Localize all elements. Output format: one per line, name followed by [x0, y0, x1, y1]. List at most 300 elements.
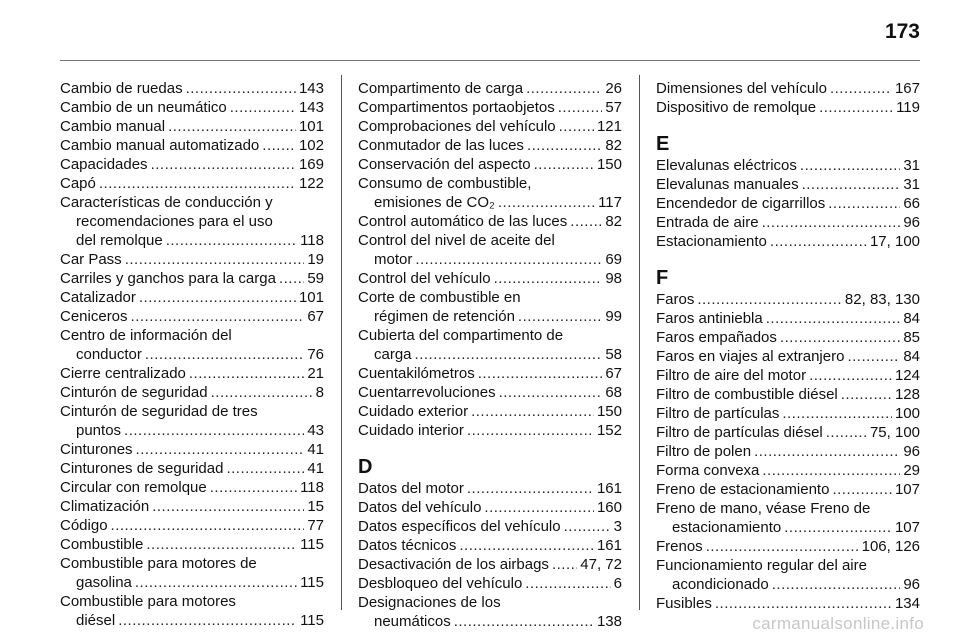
index-entry-line — [656, 290, 920, 309]
dot-leader — [189, 364, 304, 383]
dot-leader — [784, 518, 892, 537]
dot-leader — [830, 79, 892, 98]
dot-leader — [136, 440, 305, 459]
dot-leader — [526, 79, 602, 98]
index-page-ref: 82 — [605, 137, 622, 154]
index-page-ref: 29 — [903, 462, 920, 479]
index-term: Comprobaciones del vehículo — [358, 118, 556, 135]
index-entry — [358, 79, 622, 98]
dot-leader — [809, 366, 892, 385]
index-entry-line — [60, 174, 324, 193]
dot-leader — [527, 136, 602, 155]
index-term: Elevalunas eléctricos — [656, 157, 797, 174]
index-entry — [656, 290, 920, 309]
index-term: Datos del vehículo — [358, 499, 482, 516]
dot-leader — [766, 309, 901, 328]
dot-leader — [152, 497, 304, 516]
index-entry — [656, 309, 920, 328]
index-term: Faros empañados — [656, 329, 777, 346]
index-entry — [60, 136, 324, 155]
index-entry — [60, 516, 324, 535]
index-letter-heading: E — [656, 133, 670, 155]
index-letter-heading: F — [656, 267, 669, 289]
index-entry — [60, 554, 324, 592]
index-entry — [358, 536, 622, 555]
index-page-ref: 68 — [605, 384, 622, 401]
index-entry-line — [60, 193, 324, 212]
dot-leader — [826, 423, 867, 442]
dot-leader — [168, 117, 296, 136]
index-entry — [358, 555, 622, 574]
index-term: Dispositivo de remolque — [656, 99, 817, 116]
index-entry-line — [656, 499, 920, 518]
index-term: motor — [374, 251, 413, 268]
dot-leader — [210, 478, 297, 497]
column-separator — [639, 75, 640, 610]
dot-leader — [559, 117, 594, 136]
dot-leader — [478, 364, 603, 383]
index-term: Elevalunas manuales — [656, 176, 799, 193]
index-entry-line — [358, 593, 622, 612]
index-term: Combustible para motores de — [60, 555, 257, 572]
index-page-ref: 26 — [605, 80, 622, 97]
index-term: acondicionado — [672, 576, 769, 593]
dot-leader — [471, 402, 594, 421]
index-page-ref: 57 — [605, 99, 622, 116]
index-term: Frenos — [656, 538, 703, 555]
index-entry — [656, 442, 920, 461]
index-entry — [60, 117, 324, 136]
index-entry-line — [60, 288, 324, 307]
index-column-2 — [358, 79, 622, 631]
dot-leader — [467, 479, 594, 498]
index-entry — [60, 98, 324, 117]
index-term: Control automático de las luces — [358, 213, 568, 230]
index-term: Cuentakilómetros — [358, 365, 475, 382]
index-entry-line — [358, 364, 622, 383]
index-entry — [656, 537, 920, 556]
index-entry — [358, 383, 622, 402]
index-entry — [358, 402, 622, 421]
index-entry-line — [656, 232, 920, 251]
index-entry — [656, 328, 920, 347]
index-page-ref: 47, 72 — [580, 556, 622, 573]
dot-leader — [135, 573, 297, 592]
index-entry — [60, 155, 324, 174]
index-page-ref: 119 — [896, 99, 920, 116]
dot-leader — [780, 328, 900, 347]
index-page-ref: 69 — [605, 251, 622, 268]
dot-leader — [802, 175, 901, 194]
index-page-ref: 77 — [307, 517, 324, 534]
index-entry — [656, 232, 920, 251]
index-entry-line — [60, 516, 324, 535]
index-entry-line — [358, 421, 622, 440]
dot-leader — [131, 307, 305, 326]
index-page-ref: 100 — [894, 405, 920, 422]
index-entry — [656, 98, 920, 117]
index-entry-line — [60, 554, 324, 573]
index-entry — [358, 174, 622, 212]
index-entry-line — [656, 423, 920, 442]
index-term: Cambio manual — [60, 118, 166, 135]
index-entry — [358, 98, 622, 117]
index-term: Centro de información del — [60, 327, 232, 344]
dot-leader — [415, 345, 603, 364]
dot-leader — [262, 136, 296, 155]
dot-leader — [762, 461, 900, 480]
index-entry-line — [60, 345, 324, 364]
dot-leader — [832, 480, 892, 499]
index-entry-line — [656, 309, 920, 328]
index-page-ref: 85 — [903, 329, 920, 346]
index-page-ref: 118 — [300, 479, 324, 496]
index-page-ref: 96 — [903, 443, 920, 460]
index-term: Combustible — [60, 536, 144, 553]
index-term: carga — [374, 346, 412, 363]
header-rule — [60, 60, 920, 61]
index-page-ref: 67 — [307, 308, 324, 325]
index-entry-line — [656, 385, 920, 404]
index-page-ref: 124 — [894, 367, 920, 384]
index-page-ref: 128 — [894, 386, 920, 403]
index-entry-line — [656, 328, 920, 347]
index-entry-line — [656, 518, 920, 537]
index-term: Cuidado interior — [358, 422, 464, 439]
index-page-ref: 41 — [307, 441, 324, 458]
index-page-ref: 161 — [596, 537, 622, 554]
index-term: Dimensiones del vehículo — [656, 80, 827, 97]
index-page-ref: 115 — [300, 574, 324, 591]
index-entry — [656, 79, 920, 98]
index-entry-line — [656, 213, 920, 232]
dot-leader — [211, 383, 313, 402]
index-entry — [656, 213, 920, 232]
dot-leader — [146, 535, 297, 554]
index-entry — [358, 288, 622, 326]
index-entry-line — [358, 174, 622, 193]
watermark: carmanualsonline.info — [752, 614, 924, 633]
index-page-ref: 118 — [300, 232, 324, 249]
index-page-ref: 58 — [605, 346, 622, 363]
dot-leader — [166, 231, 297, 250]
index-entry-line — [60, 364, 324, 383]
index-page-ref: 150 — [596, 403, 622, 420]
dot-leader — [467, 421, 594, 440]
index-entry — [358, 155, 622, 174]
index-term: Combustible para motores — [60, 593, 236, 610]
index-entry-line — [60, 535, 324, 554]
index-page-ref: 84 — [903, 310, 920, 327]
index-term: Ceniceros — [60, 308, 128, 325]
index-entry-line — [358, 117, 622, 136]
index-term: Capacidades — [60, 156, 148, 173]
index-term: Compartimentos portaobjetos — [358, 99, 555, 116]
dot-leader — [415, 250, 602, 269]
dot-leader — [125, 250, 305, 269]
index-entry-line — [60, 269, 324, 288]
index-entry-line — [656, 79, 920, 98]
index-page-ref: 82 — [605, 213, 622, 230]
index-term: Datos técnicos — [358, 537, 457, 554]
index-term: Desbloqueo del vehículo — [358, 575, 523, 592]
index-term: Corte de combustible en — [358, 289, 521, 306]
index-entry-line — [656, 575, 920, 594]
index-page-ref: 138 — [596, 613, 622, 630]
index-entry-line — [60, 136, 324, 155]
index-entry-line — [60, 79, 324, 98]
dot-leader — [819, 98, 893, 117]
index-page-ref: 167 — [894, 80, 920, 97]
index-entry — [656, 461, 920, 480]
index-term: Car Pass — [60, 251, 122, 268]
index-term: Catalizador — [60, 289, 136, 306]
index-entry — [656, 347, 920, 366]
index-term: Datos específicos del vehículo — [358, 518, 561, 535]
dot-leader — [518, 307, 602, 326]
index-page-ref: 3 — [613, 518, 622, 535]
index-entry — [656, 385, 920, 404]
index-page-ref: 75, 100 — [869, 424, 920, 441]
index-term: Cuentarrevoluciones — [358, 384, 496, 401]
dot-leader — [570, 212, 602, 231]
index-entry — [358, 231, 622, 269]
index-column-1 — [60, 79, 324, 630]
index-entry — [656, 175, 920, 194]
index-term: emisiones de CO₂ — [374, 194, 495, 211]
index-term: Filtro de combustible diésel — [656, 386, 838, 403]
dot-leader — [279, 269, 304, 288]
index-term: Filtro de partículas — [656, 405, 780, 422]
index-entry-line — [60, 98, 324, 117]
index-entry — [60, 535, 324, 554]
index-term: Encendedor de cigarrillos — [656, 195, 826, 212]
index-entry-line — [656, 537, 920, 556]
index-entry-line — [60, 307, 324, 326]
index-entry — [60, 269, 324, 288]
index-entry-line — [656, 461, 920, 480]
index-term: Carriles y ganchos para la carga — [60, 270, 276, 287]
index-page-ref: 150 — [596, 156, 622, 173]
index-entry-line — [358, 269, 622, 288]
index-entry-line — [656, 366, 920, 385]
dot-leader — [118, 611, 297, 630]
index-entry-line — [656, 347, 920, 366]
index-term: Capó — [60, 175, 96, 192]
index-entry-line — [60, 459, 324, 478]
index-page-ref: 8 — [315, 384, 324, 401]
index-entry — [358, 364, 622, 383]
index-page-ref: 6 — [613, 575, 622, 592]
dot-leader — [772, 575, 901, 594]
index-page-ref: 115 — [300, 612, 324, 629]
index-page-ref: 41 — [307, 460, 324, 477]
index-entry — [358, 479, 622, 498]
index-page-ref: 96 — [903, 576, 920, 593]
index-page-ref: 96 — [903, 214, 920, 231]
dot-leader — [847, 347, 900, 366]
index-entry-line — [60, 383, 324, 402]
index-term: Conservación del aspecto — [358, 156, 531, 173]
dot-leader — [99, 174, 296, 193]
index-page-ref: 107 — [894, 519, 920, 536]
index-page-ref: 122 — [298, 175, 324, 192]
index-entry-line — [656, 442, 920, 461]
index-entry-line — [60, 212, 324, 231]
dot-leader — [454, 612, 594, 631]
index-entry-line — [358, 536, 622, 555]
index-entry — [60, 364, 324, 383]
index-term: régimen de retención — [374, 308, 515, 325]
index-page-ref: 43 — [307, 422, 324, 439]
dot-leader — [494, 269, 603, 288]
index-entry-line — [358, 612, 622, 631]
dot-leader — [552, 555, 577, 574]
index-page-ref: 121 — [596, 118, 622, 135]
index-page-ref: 84 — [903, 348, 920, 365]
index-entry — [60, 383, 324, 402]
index-entry — [60, 592, 324, 630]
dot-leader — [828, 194, 900, 213]
index-term: estacionamiento — [672, 519, 782, 536]
index-entry — [60, 288, 324, 307]
index-term: Freno de mano, véase Freno de — [656, 500, 871, 517]
index-term: Climatización — [60, 498, 150, 515]
dot-leader — [111, 516, 305, 535]
index-entry-line — [60, 117, 324, 136]
index-entry-line — [358, 498, 622, 517]
dot-leader — [459, 536, 594, 555]
index-page-ref: 106, 126 — [861, 538, 920, 555]
index-entry — [358, 593, 622, 631]
index-entry — [656, 404, 920, 423]
dot-leader — [186, 79, 296, 98]
index-entry-line — [60, 326, 324, 345]
index-term: Cambio manual automatizado — [60, 137, 260, 154]
index-entry — [358, 136, 622, 155]
index-entry-line — [60, 592, 324, 611]
dot-leader — [782, 404, 892, 423]
index-page-ref: 17, 100 — [869, 233, 920, 250]
dot-leader — [706, 537, 859, 556]
index-term: Cinturones de seguridad — [60, 460, 224, 477]
index-entry — [358, 269, 622, 288]
index-term: Características de conducción y — [60, 194, 273, 211]
index-entry — [656, 480, 920, 499]
index-term: Cambio de un neumático — [60, 99, 227, 116]
dot-leader — [841, 385, 892, 404]
index-entry — [358, 517, 622, 536]
index-entry-line — [358, 288, 622, 307]
index-column-3 — [656, 79, 920, 613]
index-entry-line — [358, 383, 622, 402]
dot-leader — [534, 155, 594, 174]
index-entry — [358, 421, 622, 440]
index-page-ref: 152 — [596, 422, 622, 439]
index-entry-line — [358, 98, 622, 117]
index-page-ref: 115 — [300, 536, 324, 553]
index-entry — [60, 250, 324, 269]
index-term: Cubierta del compartimento de — [358, 327, 564, 344]
index-page-ref: 99 — [605, 308, 622, 325]
index-page-ref: 117 — [598, 194, 622, 211]
index-entry-line — [656, 480, 920, 499]
index-entry-line — [656, 175, 920, 194]
index-page-ref: 161 — [596, 480, 622, 497]
index-entry-line — [358, 326, 622, 345]
index-term: recomendaciones para el uso — [76, 213, 273, 230]
dot-leader — [484, 498, 594, 517]
index-entry — [656, 366, 920, 385]
index-entry — [60, 497, 324, 516]
index-entry-line — [358, 136, 622, 155]
index-entry-line — [358, 212, 622, 231]
index-entry-line — [60, 573, 324, 592]
index-term: puntos — [76, 422, 122, 439]
index-entry — [60, 478, 324, 497]
index-page-ref: 169 — [298, 156, 324, 173]
dot-leader — [770, 232, 867, 251]
index-entry-line — [358, 79, 622, 98]
index-term: Control del vehículo — [358, 270, 491, 287]
index-page-ref: 76 — [307, 346, 324, 363]
index-entry-line — [60, 497, 324, 516]
index-term: Funcionamiento regular del aire — [656, 557, 867, 574]
index-entry-line — [656, 156, 920, 175]
index-entry — [358, 498, 622, 517]
index-entry — [60, 440, 324, 459]
page-number: 173 — [884, 20, 920, 43]
index-term: conductor — [76, 346, 142, 363]
index-entry-line — [60, 611, 324, 630]
index-entry-line — [358, 479, 622, 498]
index-entry — [60, 459, 324, 478]
dot-leader — [499, 383, 603, 402]
index-entry — [60, 307, 324, 326]
index-entry — [60, 79, 324, 98]
index-entry-line — [60, 402, 324, 421]
index-page-ref: 19 — [307, 251, 324, 268]
index-page-ref: 143 — [298, 99, 324, 116]
index-term: Filtro de polen — [656, 443, 752, 460]
index-term: gasolina — [76, 574, 132, 591]
dot-leader — [139, 288, 296, 307]
dot-leader — [564, 517, 611, 536]
index-term: Cierre centralizado — [60, 365, 186, 382]
dot-leader — [226, 459, 304, 478]
index-entry-line — [656, 556, 920, 575]
index-entry-line — [358, 345, 622, 364]
index-entry — [656, 423, 920, 442]
index-entry-line — [358, 517, 622, 536]
index-term: Cambio de ruedas — [60, 80, 183, 97]
index-page-ref: 107 — [894, 481, 920, 498]
index-entry-line — [656, 404, 920, 423]
index-term: Conmutador de las luces — [358, 137, 524, 154]
index-term: neumáticos — [374, 613, 451, 630]
index-entry — [656, 156, 920, 175]
index-entry — [358, 117, 622, 136]
index-term: Cinturón de seguridad de tres — [60, 403, 258, 420]
index-page-ref: 59 — [307, 270, 324, 287]
index-entry-line — [358, 193, 622, 212]
index-entry — [358, 574, 622, 593]
index-page-ref: 66 — [903, 195, 920, 212]
index-page-ref: 15 — [307, 498, 324, 515]
index-page-ref: 143 — [298, 80, 324, 97]
index-page-ref: 101 — [298, 118, 324, 135]
index-entry — [358, 212, 622, 231]
